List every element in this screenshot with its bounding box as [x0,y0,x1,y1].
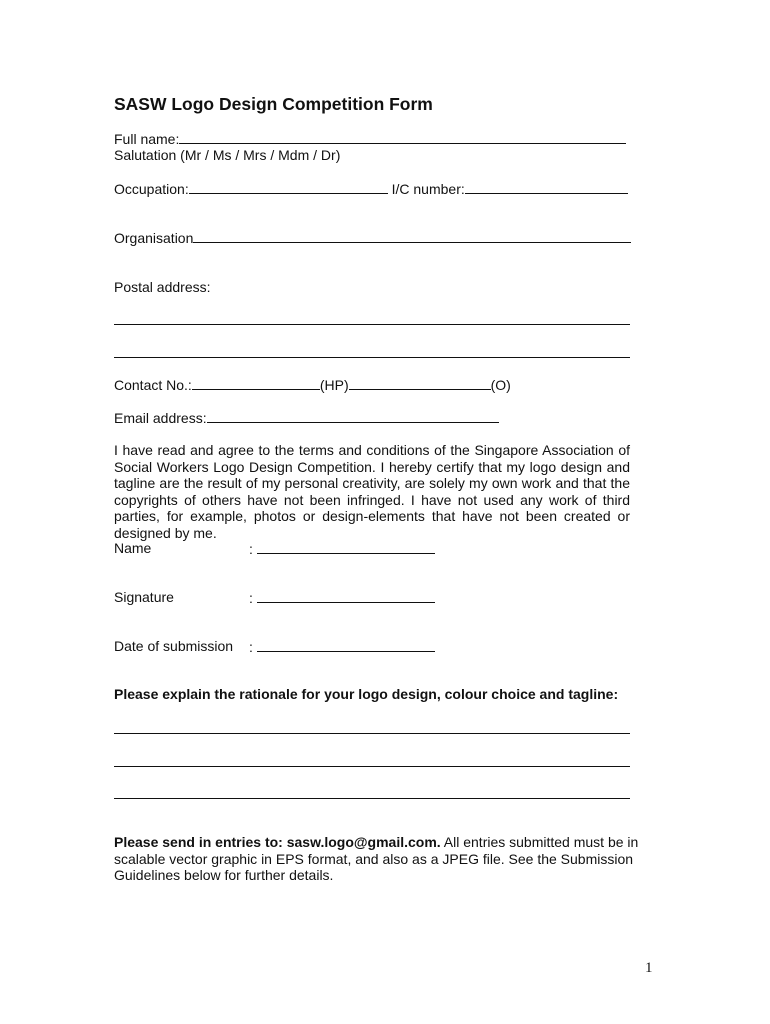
contact-row [114,376,511,394]
signature-colon: : [249,590,253,606]
name-colon: : [249,541,253,557]
postal-address-label: Postal address: [114,279,211,295]
contact-hp-label: (HP) [319,377,349,393]
contact-hp-field[interactable] [192,376,320,390]
signature-field[interactable] [257,589,435,603]
name-label: Name [114,540,152,556]
date-of-submission-field[interactable] [257,638,435,652]
signature-label: Signature [114,589,174,605]
full-name-row [114,130,626,148]
email-label: Email address: [114,410,207,426]
contact-office-label: (O) [490,377,511,393]
postal-address-line-1[interactable] [114,324,630,325]
organisation-row [114,229,631,247]
email-row [114,409,499,427]
submission-email-instruction: Please send in entries to: sasw.logo@gmail.com. [114,834,441,850]
organisation-field[interactable] [193,229,631,243]
name-field[interactable] [257,540,435,554]
salutation-label: Salutation (Mr / Ms / Mrs / Mdm / Dr) [114,147,341,163]
email-field[interactable] [207,409,499,423]
rationale-line-1[interactable] [114,733,630,734]
date-row [249,638,435,656]
rationale-line-2[interactable] [114,766,630,767]
submission-note [114,834,644,884]
date-of-submission-label: Date of submission [114,638,234,654]
date-colon: : [249,639,253,655]
rationale-heading: Please explain the rationale for your logo design, colour choice and tagline: [114,686,619,702]
ic-number-field[interactable] [465,180,628,194]
ic-number-label: I/C number: [391,181,465,197]
postal-address-line-2[interactable] [114,357,630,358]
rationale-line-3[interactable] [114,798,630,799]
declaration-paragraph: I have read and agree to the terms and conditions of the Singapore Association of Social Workers Logo Design Competition. I hereby certify that my logo design and tagline are the result of my personal creativity, are solely my own work and that the copyrights of others have not been infringed. I have not used any work of third parties, for example, photos or design-elements that have not been created or designed by me. [114,442,630,541]
occupation-label: Occupation: [114,181,189,197]
page-number: 1 [645,960,653,976]
full-name-field[interactable] [179,130,626,144]
organisation-label: Organisation [114,230,194,246]
contact-label: Contact No.: [114,377,192,393]
occupation-field[interactable] [189,180,388,194]
submission-details: All entries submitted must be in scalable vector graphic in EPS format, and also as a JPEG file. See the Submission Guidelines below for further details. [114,834,639,884]
contact-office-field[interactable] [349,376,491,390]
form-title: SASW Logo Design Competition Form [114,94,433,114]
name-row [249,540,435,558]
occupation-row [114,180,628,198]
full-name-label: Full name: [114,131,180,147]
signature-row [249,589,435,607]
